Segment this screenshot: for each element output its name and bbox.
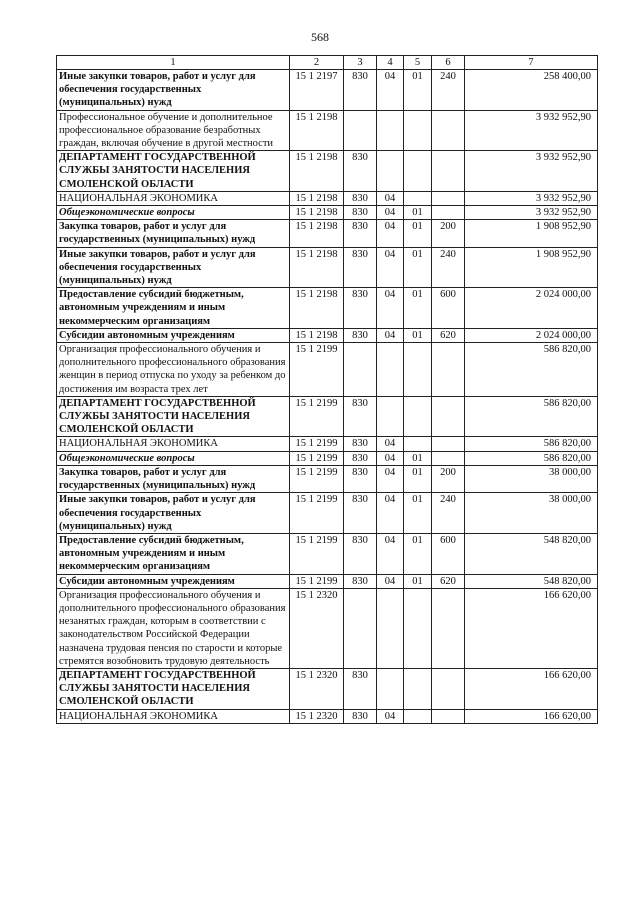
department-code: [344, 343, 377, 397]
row-name: НАЦИОНАЛЬНАЯ ЭКОНОМИКА: [57, 709, 290, 723]
expense-type-code: 200: [432, 465, 465, 492]
subsection-code: 01: [404, 288, 432, 329]
amount: 3 932 952,90: [465, 110, 598, 151]
row-name: Субсидии автономным учреждениям: [57, 574, 290, 588]
subsection-code: [404, 396, 432, 437]
subsection-code: 01: [404, 70, 432, 111]
column-header: 2: [290, 56, 344, 70]
amount: 586 820,00: [465, 343, 598, 397]
amount: 3 932 952,90: [465, 191, 598, 205]
page-number: 568: [311, 30, 329, 44]
table-row: [57, 709, 598, 723]
row-name: Общеэкономические вопросы: [57, 451, 290, 465]
table-row: [57, 70, 598, 111]
target-article-code: 15 1 2197: [290, 70, 344, 111]
subsection-code: 01: [404, 220, 432, 247]
target-article-code: 15 1 2320: [290, 668, 344, 709]
section-code: 04: [377, 451, 404, 465]
section-code: 04: [377, 493, 404, 534]
table-row: [57, 533, 598, 574]
table-row: [57, 396, 598, 437]
subsection-code: 01: [404, 206, 432, 220]
row-name: Закупка товаров, работ и услуг для государственных (муниципальных) нужд: [57, 465, 290, 492]
target-article-code: 15 1 2198: [290, 206, 344, 220]
expense-type-code: [432, 396, 465, 437]
target-article-code: 15 1 2320: [290, 709, 344, 723]
target-article-code: 15 1 2198: [290, 247, 344, 288]
subsection-code: 01: [404, 451, 432, 465]
target-article-code: 15 1 2320: [290, 588, 344, 668]
target-article-code: 15 1 2198: [290, 328, 344, 342]
table-row: [57, 574, 598, 588]
section-code: [377, 668, 404, 709]
expense-type-code: 240: [432, 493, 465, 534]
table-row: [57, 451, 598, 465]
section-code: 04: [377, 70, 404, 111]
department-code: 830: [344, 465, 377, 492]
department-code: 830: [344, 709, 377, 723]
section-code: 04: [377, 533, 404, 574]
target-article-code: 15 1 2198: [290, 110, 344, 151]
subsection-code: [404, 110, 432, 151]
department-code: 830: [344, 206, 377, 220]
amount: 548 820,00: [465, 533, 598, 574]
expense-type-code: [432, 151, 465, 192]
department-code: [344, 588, 377, 668]
row-name: Иные закупки товаров, работ и услуг для обеспечения государственных (муниципальных) нужд: [57, 70, 290, 111]
table-row: [57, 328, 598, 342]
department-code: 830: [344, 668, 377, 709]
amount: 2 024 000,00: [465, 288, 598, 329]
section-code: 04: [377, 288, 404, 329]
subsection-code: [404, 191, 432, 205]
section-code: 04: [377, 328, 404, 342]
subsection-code: [404, 343, 432, 397]
table-row: [57, 437, 598, 451]
expense-type-code: 240: [432, 70, 465, 111]
table-row: [57, 493, 598, 534]
expense-type-code: 620: [432, 328, 465, 342]
section-code: 04: [377, 220, 404, 247]
expense-type-code: 600: [432, 288, 465, 329]
amount: 586 820,00: [465, 396, 598, 437]
department-code: 830: [344, 191, 377, 205]
table-row: [57, 288, 598, 329]
department-code: 830: [344, 288, 377, 329]
subsection-code: 01: [404, 574, 432, 588]
table-row: [57, 191, 598, 205]
subsection-code: [404, 709, 432, 723]
row-name: НАЦИОНАЛЬНАЯ ЭКОНОМИКА: [57, 191, 290, 205]
table-row: [57, 343, 598, 397]
row-name: Профессиональное обучение и дополнительное профессиональное образование безработных граждан, включая обучение в другой местности: [57, 110, 290, 151]
table-row: [57, 206, 598, 220]
section-code: [377, 588, 404, 668]
department-code: 830: [344, 574, 377, 588]
target-article-code: 15 1 2199: [290, 437, 344, 451]
department-code: 830: [344, 533, 377, 574]
expense-type-code: 200: [432, 220, 465, 247]
subsection-code: [404, 437, 432, 451]
expense-type-code: [432, 191, 465, 205]
section-code: 04: [377, 191, 404, 205]
section-code: 04: [377, 465, 404, 492]
row-name: НАЦИОНАЛЬНАЯ ЭКОНОМИКА: [57, 437, 290, 451]
section-code: 04: [377, 206, 404, 220]
amount: 3 932 952,90: [465, 206, 598, 220]
table-row: [57, 110, 598, 151]
section-code: [377, 110, 404, 151]
subsection-code: [404, 668, 432, 709]
row-name: Предоставление субсидий бюджетным, автономным учреждениям и иным некоммерческим организациям: [57, 288, 290, 329]
expense-type-code: 600: [432, 533, 465, 574]
section-code: 04: [377, 574, 404, 588]
amount: 586 820,00: [465, 451, 598, 465]
section-code: [377, 396, 404, 437]
expense-type-code: 620: [432, 574, 465, 588]
expense-type-code: [432, 668, 465, 709]
target-article-code: 15 1 2198: [290, 288, 344, 329]
department-code: 830: [344, 437, 377, 451]
row-name: ДЕПАРТАМЕНТ ГОСУДАРСТВЕННОЙ СЛУЖБЫ ЗАНЯТОСТИ НАСЕЛЕНИЯ СМОЛЕНСКОЙ ОБЛАСТИ: [57, 668, 290, 709]
department-code: 830: [344, 396, 377, 437]
expense-type-code: [432, 709, 465, 723]
section-code: [377, 151, 404, 192]
section-code: 04: [377, 437, 404, 451]
amount: 166 620,00: [465, 668, 598, 709]
row-name: Субсидии автономным учреждениям: [57, 328, 290, 342]
amount: 2 024 000,00: [465, 328, 598, 342]
amount: 166 620,00: [465, 588, 598, 668]
amount: 166 620,00: [465, 709, 598, 723]
department-code: 830: [344, 493, 377, 534]
department-code: 830: [344, 247, 377, 288]
department-code: 830: [344, 151, 377, 192]
target-article-code: 15 1 2198: [290, 191, 344, 205]
row-name: ДЕПАРТАМЕНТ ГОСУДАРСТВЕННОЙ СЛУЖБЫ ЗАНЯТОСТИ НАСЕЛЕНИЯ СМОЛЕНСКОЙ ОБЛАСТИ: [57, 396, 290, 437]
section-code: 04: [377, 709, 404, 723]
table-row: [57, 247, 598, 288]
table-header-row: [57, 56, 598, 70]
table-row: [57, 151, 598, 192]
department-code: 830: [344, 328, 377, 342]
column-header: 4: [377, 56, 404, 70]
row-name: Общеэкономические вопросы: [57, 206, 290, 220]
expense-type-code: [432, 451, 465, 465]
column-header: 3: [344, 56, 377, 70]
amount: 586 820,00: [465, 437, 598, 451]
target-article-code: 15 1 2199: [290, 343, 344, 397]
subsection-code: 01: [404, 533, 432, 574]
subsection-code: 01: [404, 465, 432, 492]
amount: 38 000,00: [465, 465, 598, 492]
target-article-code: 15 1 2199: [290, 465, 344, 492]
amount: 3 932 952,90: [465, 151, 598, 192]
subsection-code: 01: [404, 328, 432, 342]
row-name: ДЕПАРТАМЕНТ ГОСУДАРСТВЕННОЙ СЛУЖБЫ ЗАНЯТОСТИ НАСЕЛЕНИЯ СМОЛЕНСКОЙ ОБЛАСТИ: [57, 151, 290, 192]
column-header: 1: [57, 56, 290, 70]
column-header: 5: [404, 56, 432, 70]
expense-type-code: [432, 437, 465, 451]
target-article-code: 15 1 2199: [290, 533, 344, 574]
target-article-code: 15 1 2198: [290, 220, 344, 247]
section-code: [377, 343, 404, 397]
table-row: [57, 220, 598, 247]
target-article-code: 15 1 2199: [290, 493, 344, 534]
subsection-code: 01: [404, 247, 432, 288]
target-article-code: 15 1 2199: [290, 574, 344, 588]
row-name: Иные закупки товаров, работ и услуг для обеспечения государственных (муниципальных) нужд: [57, 493, 290, 534]
expense-type-code: [432, 588, 465, 668]
expense-type-code: [432, 343, 465, 397]
subsection-code: [404, 151, 432, 192]
row-name: Закупка товаров, работ и услуг для государственных (муниципальных) нужд: [57, 220, 290, 247]
subsection-code: [404, 588, 432, 668]
department-code: 830: [344, 451, 377, 465]
amount: 38 000,00: [465, 493, 598, 534]
department-code: 830: [344, 220, 377, 247]
amount: 258 400,00: [465, 70, 598, 111]
column-header: 7: [465, 56, 598, 70]
amount: 1 908 952,90: [465, 247, 598, 288]
expense-type-code: [432, 206, 465, 220]
budget-table: [56, 55, 598, 724]
row-name: Организация профессионального обучения и дополнительного профессионального образования женщин в период отпуска по уходу за ребенком до достижения им возраста трех лет: [57, 343, 290, 397]
expense-type-code: [432, 110, 465, 151]
column-header: 6: [432, 56, 465, 70]
amount: 1 908 952,90: [465, 220, 598, 247]
section-code: 04: [377, 247, 404, 288]
target-article-code: 15 1 2198: [290, 151, 344, 192]
row-name: Иные закупки товаров, работ и услуг для обеспечения государственных (муниципальных) нужд: [57, 247, 290, 288]
expense-type-code: 240: [432, 247, 465, 288]
table-row: [57, 668, 598, 709]
row-name: Предоставление субсидий бюджетным, автономным учреждениям и иным некоммерческим организациям: [57, 533, 290, 574]
department-code: 830: [344, 70, 377, 111]
amount: 548 820,00: [465, 574, 598, 588]
table-row: [57, 465, 598, 492]
row-name: Организация профессионального обучения и дополнительного профессионального образования незанятых граждан, которым в соответствии с законодательством Российской Федерации назначена трудовая пенсия по старости и которые стремятся возобновить трудовую деятельность: [57, 588, 290, 668]
target-article-code: 15 1 2199: [290, 451, 344, 465]
table-row: [57, 588, 598, 668]
target-article-code: 15 1 2199: [290, 396, 344, 437]
subsection-code: 01: [404, 493, 432, 534]
department-code: [344, 110, 377, 151]
